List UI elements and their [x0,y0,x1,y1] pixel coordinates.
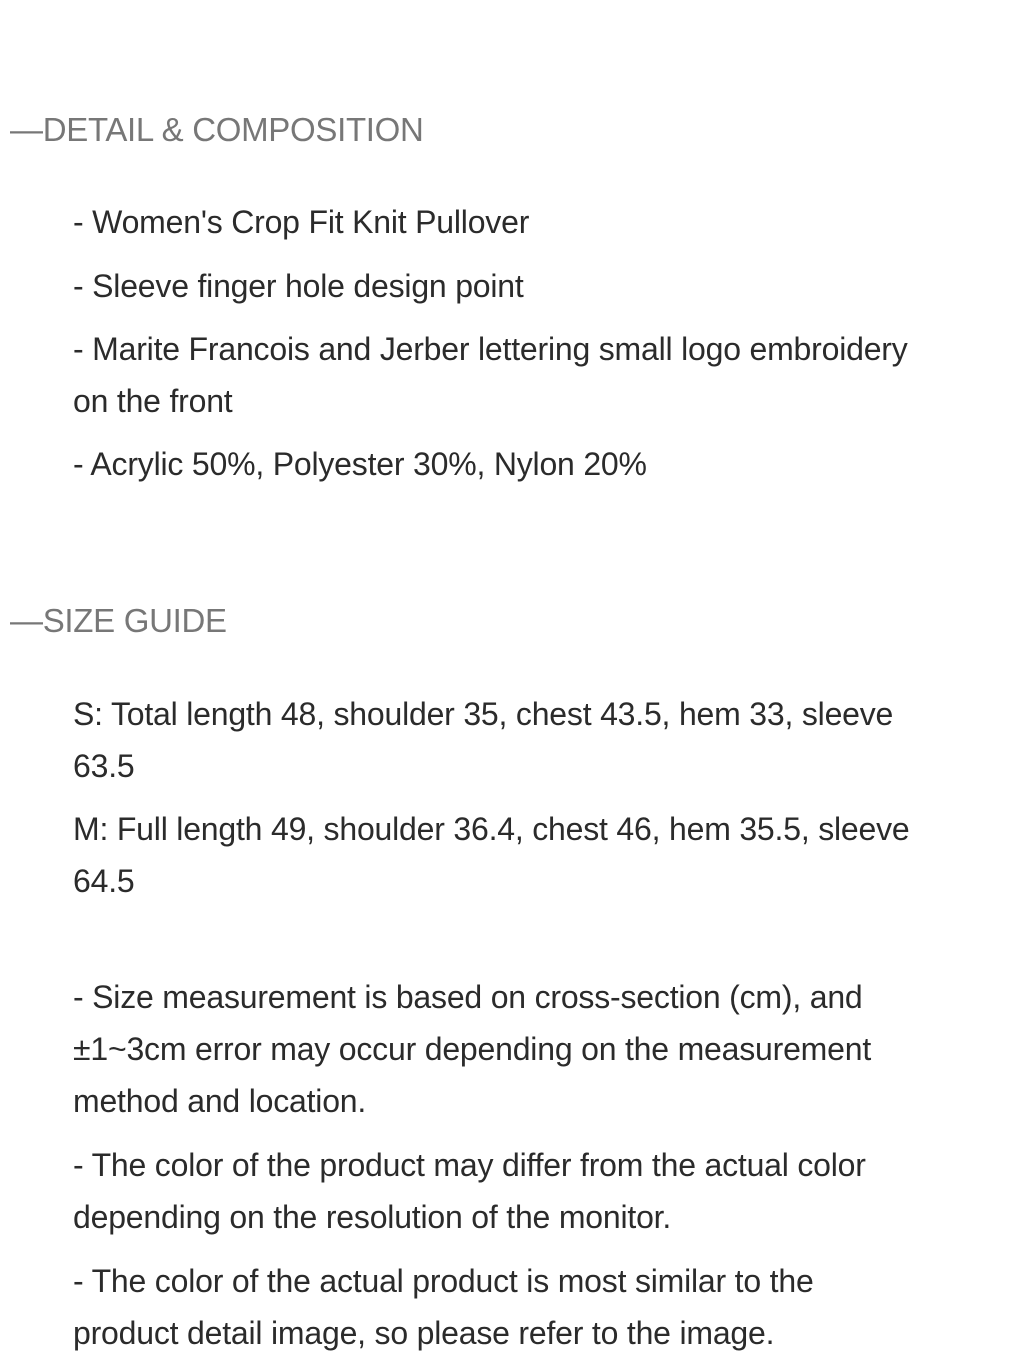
detail-item-logo-embroidery-cont: on the front [73,383,233,419]
note-measurement: - Size measurement is based on cross-section (cm), and [73,979,863,1015]
note-measurement-cont-1: ±1~3cm error may occur depending on the measurement [73,1031,872,1067]
note-color-monitor-cont: depending on the resolution of the monitor. [73,1199,672,1235]
detail-composition-heading: —DETAIL & COMPOSITION [10,111,424,148]
size-guide-heading: —SIZE GUIDE [10,602,227,639]
size-m-spec-cont: 64.5 [73,863,135,899]
size-m-spec: M: Full length 49, shoulder 36.4, chest 46, hem 35.5, sleeve [73,811,910,847]
note-measurement-cont-2: method and location. [73,1083,367,1119]
size-s-spec-cont: 63.5 [73,748,135,784]
note-color-detail-cont: product detail image, so please refer to the image. [73,1315,775,1351]
detail-item-composition: - Acrylic 50%, Polyester 30%, Nylon 20% [73,446,647,482]
note-color-monitor: - The color of the product may differ from the actual color [73,1147,866,1183]
size-s-spec: S: Total length 48, shoulder 35, chest 43.5, hem 33, sleeve [73,696,894,732]
note-color-detail: - The color of the actual product is most similar to the [73,1263,814,1299]
detail-item-logo-embroidery: - Marite Francois and Jerber lettering small logo embroidery [73,331,908,367]
detail-item-crop-fit: - Women's Crop Fit Knit Pullover [73,204,530,240]
detail-item-finger-hole: - Sleeve finger hole design point [73,268,524,304]
